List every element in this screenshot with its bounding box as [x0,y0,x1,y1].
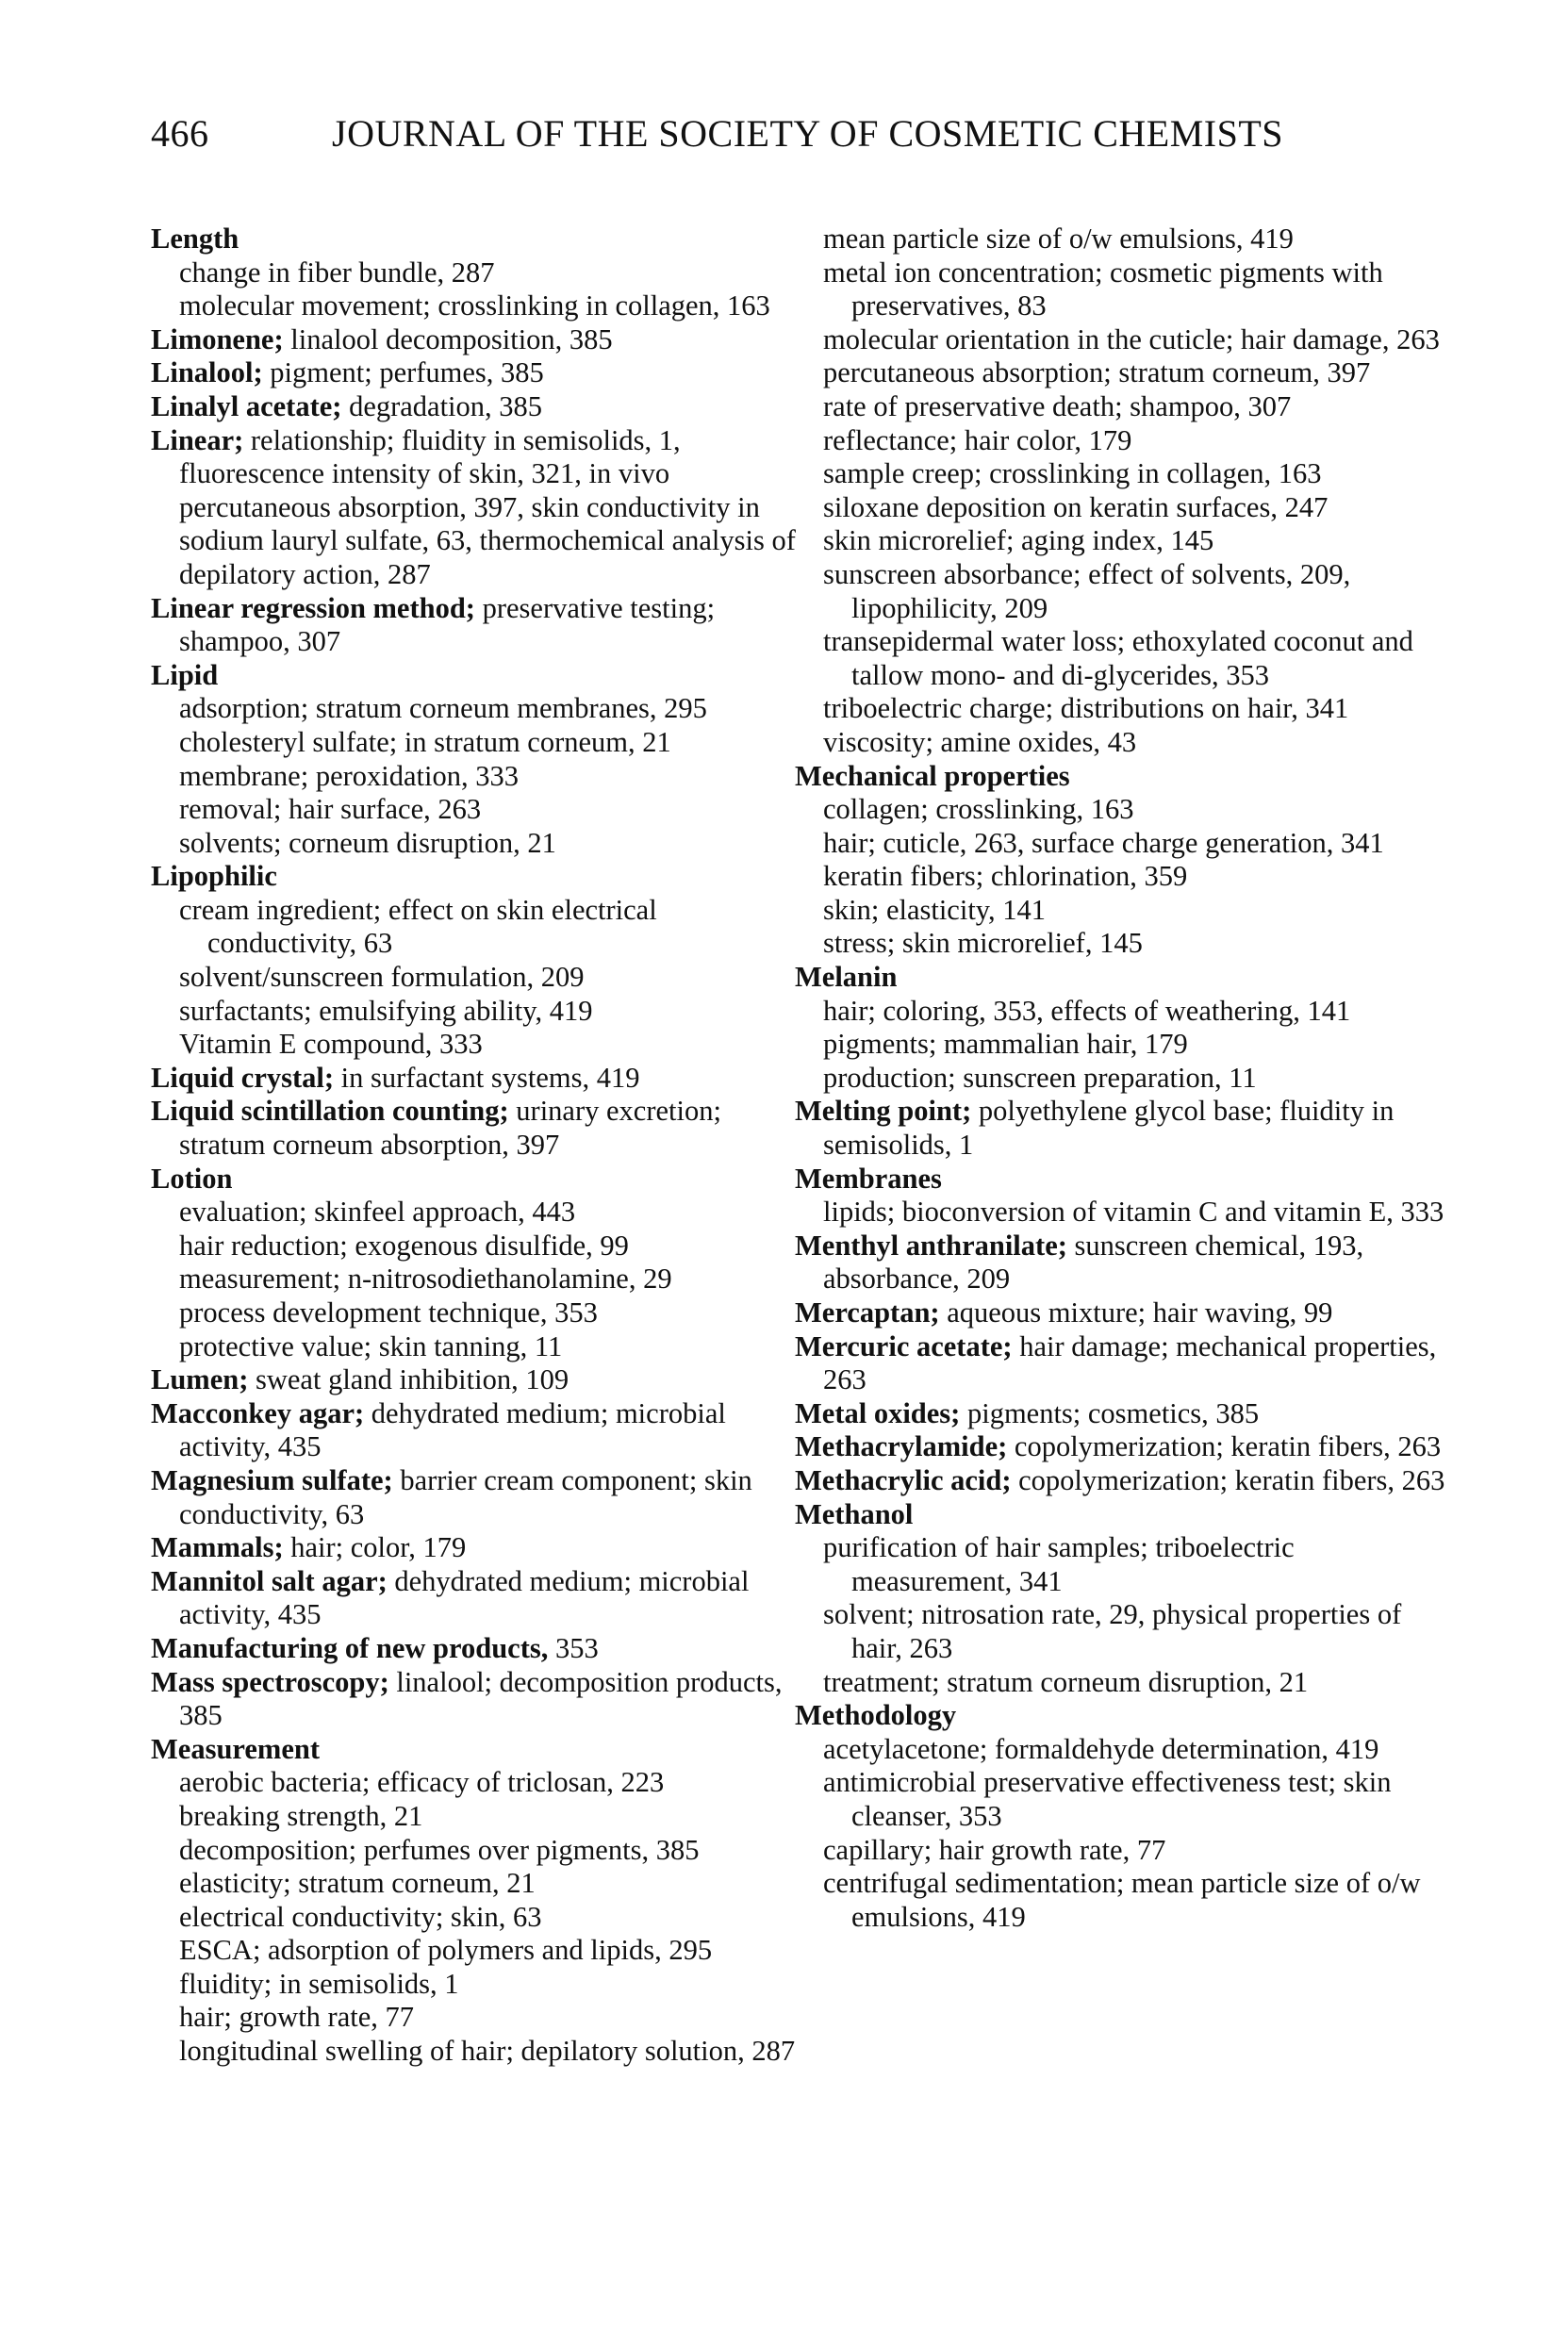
index-heading-entry [151,223,811,256]
index-subentry: keratin fibers; chlorination, 359 [823,860,1188,893]
index-subentry: cream ingredient; effect on skin electrical conductivity, 63 [179,893,657,960]
index-term: Linalool; [151,356,263,389]
index-term: Liquid crystal; [151,1061,335,1094]
index-subentry: reflectance; hair color, 179 [823,423,1132,456]
index-subentry: siloxane deposition on keratin surfaces, 247 [823,490,1329,523]
index-heading-entry [795,1296,1455,1330]
index-term-detail: dehydrated medium; microbial activity, 435 [179,1396,726,1463]
index-subentry: rate of preservative death; shampoo, 307 [823,389,1292,422]
index-term: Length [151,223,239,255]
index-term: Mechanical properties [795,759,1070,792]
index-subentry: metal ion concentration; cosmetic pigments with preservatives, 83 [823,256,1383,322]
index-subentry: decomposition; perfumes over pigments, 385 [179,1833,700,1866]
index-subentry: removal; hair surface, 263 [179,793,482,826]
index-term-detail: linalool; decomposition products, 385 [179,1665,783,1732]
index-subentry: stress; skin microrelief, 145 [823,927,1143,960]
index-subentry: antimicrobial preservative effectiveness test; skin cleanser, 353 [823,1766,1392,1832]
index-heading-entry [151,1163,811,1197]
index-subentry: solvent; nitrosation rate, 29, physical properties of hair, 263 [823,1598,1402,1664]
index-term: Lumen; [151,1363,249,1396]
index-subentry: capillary; hair growth rate, 77 [823,1833,1166,1866]
index-subentry: ESCA; adsorption of polymers and lipids, 295 [179,1934,713,1967]
index-term-detail: dehydrated medium; microbial activity, 435 [179,1564,750,1631]
index-subentry: change in fiber bundle, 287 [179,256,495,289]
index-term-detail: preservative testing; shampoo, 307 [179,591,716,658]
index-heading-entry [151,1531,811,1565]
index-term: Lotion [151,1162,233,1195]
index-heading-entry [151,356,811,390]
index-subentry: cholesteryl sulfate; in stratum corneum, 21 [179,725,671,758]
index-subentry: acetylacetone; formaldehyde determination, 419 [823,1732,1379,1765]
index-heading-entry [151,1464,811,1531]
index-term-detail: sunscreen chemical, 193, absorbance, 209 [823,1229,1364,1296]
index-term-detail: relationship; fluidity in semisolids, 1, fluorescence intensity of skin, 321, in vivo percutaneous absorption, 397, skin conductivity in sodium lauryl sulfate, 63, thermochemical analysis of depilatory action, 287 [179,423,796,590]
index-term: Mass spectroscopy; [151,1665,389,1698]
index-subentry: hair reduction; exogenous disulfide, 99 [179,1229,629,1262]
index-heading-entry [151,1733,811,1767]
index-subentry: skin microrelief; aging index, 145 [823,524,1214,557]
index-heading-entry [795,1464,1455,1498]
index-term: Membranes [795,1162,942,1195]
index-subentry: fluidity; in semisolids, 1 [179,1967,459,2000]
index-subentry: membrane; peroxidation, 333 [179,759,519,792]
index-subentry: triboelectric charge; distributions on hair, 341 [823,692,1349,725]
index-subentry: Vitamin E compound, 333 [179,1028,483,1061]
index-term-detail: sweat gland inhibition, 109 [248,1363,569,1396]
index-heading-entry [151,390,811,424]
right-index-column [795,223,1455,1934]
index-term-detail: urinary excretion; stratum corneum absorption, 397 [179,1095,721,1162]
index-subentry: pigments; mammalian hair, 179 [823,1028,1188,1061]
index-subentry: collagen; crosslinking, 163 [823,793,1134,826]
index-heading-entry [151,659,811,693]
index-term: Methacrylamide; [795,1430,1008,1463]
index-subentry: sunscreen absorbance; effect of solvents, 209, lipophilicity, 209 [823,557,1351,624]
index-subentry: treatment; stratum corneum disruption, 21 [823,1665,1309,1698]
index-subentry: solvent/sunscreen formulation, 209 [179,961,585,994]
index-term: Manufacturing of new products, [151,1631,549,1664]
index-subentry: electrical conductivity; skin, 63 [179,1900,542,1933]
index-subentry: solvents; corneum disruption, 21 [179,826,556,859]
index-term-detail: copolymerization; keratin fibers, 263 [1007,1430,1442,1463]
index-heading-entry [151,1632,811,1666]
index-heading-entry [795,1498,1455,1532]
index-term: Methanol [795,1497,914,1530]
index-term: Liquid scintillation counting; [151,1095,509,1128]
index-heading-entry [151,592,811,659]
index-term: Linear; [151,423,244,456]
journal-title: JOURNAL OF THE SOCIETY OF COSMETIC CHEMISTS [332,112,1283,155]
index-subentry: molecular movement; crosslinking in collagen, 163 [179,289,770,322]
index-heading-entry [151,424,811,592]
index-heading-entry [795,1397,1455,1431]
index-term: Mercuric acetate; [795,1329,1013,1362]
index-subentry: measurement; n-nitrosodiethanolamine, 29 [179,1263,672,1296]
left-index-column [151,223,811,2069]
index-heading-entry [151,323,811,357]
index-subentry: mean particle size of o/w emulsions, 419 [823,223,1294,255]
index-subentry: evaluation; skinfeel approach, 443 [179,1196,576,1229]
index-heading-entry [795,760,1455,794]
index-term: Macconkey agar; [151,1396,365,1429]
index-heading-entry [795,1095,1455,1162]
index-subentry: breaking strength, 21 [179,1799,423,1832]
index-subentry: production; sunscreen preparation, 11 [823,1061,1257,1094]
page-number: 466 [151,112,209,155]
index-heading-entry [151,1397,811,1464]
index-term-detail: pigment; perfumes, 385 [262,356,544,389]
index-subentry: molecular orientation in the cuticle; hair damage, 263 [823,322,1440,355]
index-term-detail: in surfactant systems, 419 [334,1061,640,1094]
index-subentry: purification of hair samples; triboelectric measurement, 341 [823,1531,1295,1597]
index-subentry: aerobic bacteria; efficacy of triclosan, 223 [179,1766,665,1799]
index-term: Melting point; [795,1095,972,1128]
index-heading-entry [151,1095,811,1162]
index-subentry: lipids; bioconversion of vitamin C and vitamin E, 333 [823,1196,1444,1229]
index-subentry: skin; elasticity, 141 [823,893,1047,926]
index-subentry: hair; growth rate, 77 [179,2001,415,2034]
index-term: Mercaptan; [795,1296,940,1329]
index-heading-entry [795,1230,1455,1296]
index-term: Limonene; [151,322,284,355]
index-subentry: surfactants; emulsifying ability, 419 [179,994,593,1027]
index-subentry: sample creep; crosslinking in collagen, 163 [823,457,1322,490]
index-subentry: process development technique, 353 [179,1296,598,1329]
index-heading-entry [151,1565,811,1632]
index-heading-entry [795,1330,1455,1397]
index-subentry: protective value; skin tanning, 11 [179,1329,563,1362]
index-term-detail: aqueous mixture; hair waving, 99 [939,1296,1333,1329]
index-term-detail: 353 [548,1631,599,1664]
index-term-detail: polyethylene glycol base; fluidity in semisolids, 1 [823,1095,1395,1162]
index-term-detail: pigments; cosmetics, 385 [960,1396,1260,1429]
index-term: Lipophilic [151,860,277,893]
index-term-detail: copolymerization; keratin fibers, 263 [1011,1463,1445,1496]
index-heading-entry [795,961,1455,995]
index-subentry: viscosity; amine oxides, 43 [823,725,1137,758]
index-term: Methacrylic acid; [795,1463,1012,1496]
index-subentry: hair; coloring, 353, effects of weathering, 141 [823,994,1351,1027]
index-term: Melanin [795,961,898,994]
index-term: Magnesium sulfate; [151,1463,393,1496]
index-heading-entry [151,1062,811,1096]
index-heading-entry [795,1163,1455,1197]
index-term: Mannitol salt agar; [151,1564,388,1597]
index-subentry: centrifugal sedimentation; mean particle size of o/w emulsions, 419 [823,1867,1421,1933]
index-term: Mammals; [151,1531,284,1564]
index-term-detail: barrier cream component; skin conductivity, 63 [179,1463,752,1530]
index-subentry: longitudinal swelling of hair; depilatory solution, 287 [179,2035,796,2068]
index-subentry: percutaneous absorption; stratum corneum, 397 [823,356,1371,389]
index-term-detail: hair; color, 179 [283,1531,467,1564]
index-subentry: hair; cuticle, 263, surface charge generation, 341 [823,826,1384,859]
index-subentry: adsorption; stratum corneum membranes, 295 [179,692,707,725]
index-term: Methodology [795,1699,957,1732]
index-heading-entry [795,1699,1455,1733]
index-heading-entry [151,1666,811,1733]
index-term-detail: linalool decomposition, 385 [283,322,613,355]
index-term: Metal oxides; [795,1396,961,1429]
index-subentry: transepidermal water loss; ethoxylated coconut and tallow mono- and di-glycerides, 353 [823,625,1413,691]
index-heading-entry [151,860,811,894]
index-term: Linear regression method; [151,591,475,624]
index-term: Linalyl acetate; [151,389,342,422]
index-heading-entry [795,1430,1455,1464]
index-term-detail: degradation, 385 [341,389,543,422]
index-term: Menthyl anthranilate; [795,1229,1067,1262]
index-heading-entry [151,1363,811,1397]
index-term: Measurement [151,1732,320,1765]
index-term-detail: hair damage; mechanical properties, 263 [823,1329,1437,1396]
index-subentry: elasticity; stratum corneum, 21 [179,1867,536,1900]
index-term: Lipid [151,658,219,691]
